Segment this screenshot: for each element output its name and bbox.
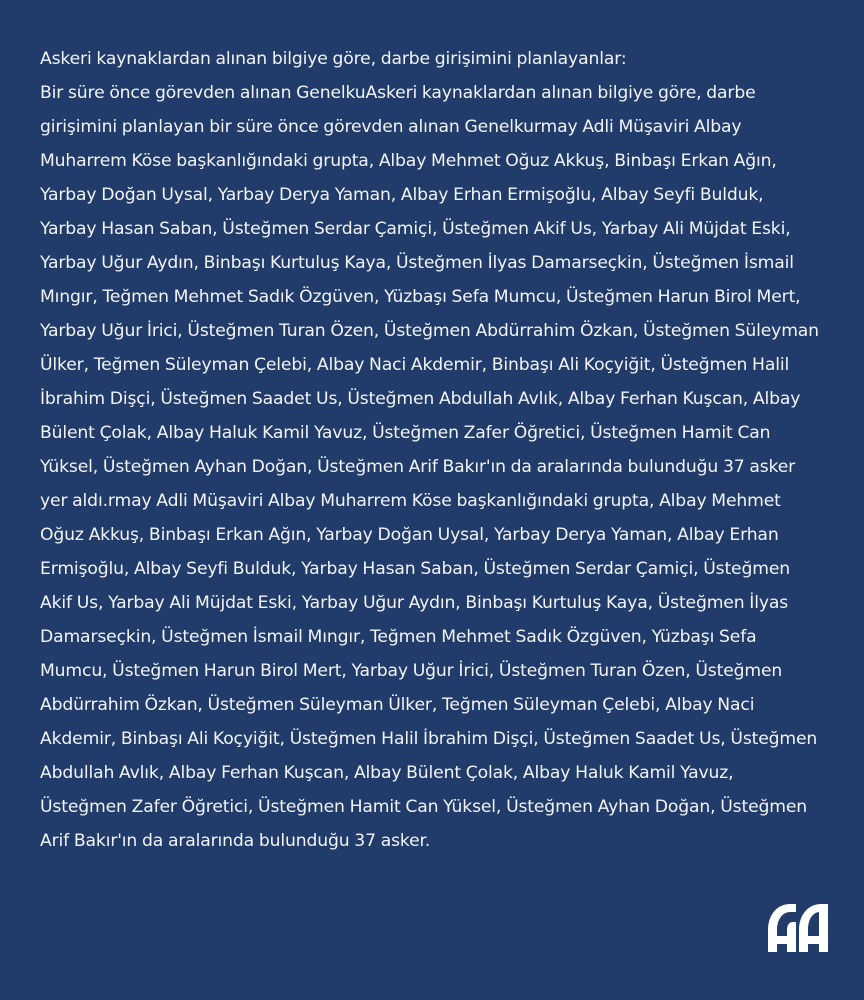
logo-text: AA bbox=[766, 902, 768, 903]
aa-logo-icon bbox=[766, 902, 830, 954]
article-intro: Askeri kaynaklardan alınan bilgiye göre, darbe girişimini planlayanlar: bbox=[40, 49, 627, 69]
article-text bbox=[40, 42, 824, 858]
article-body: Bir süre önce görevden alınan GenelkuAskeri kaynaklardan alınan bilgiye göre, darbe girişimini planlayan bir süre önce görevden alınan Genelkurmay Adli Müşaviri Albay Muharrem Köse başkanlığındaki grupta, Albay Mehmet Oğuz Akkuş, Binbaşı Erkan Ağın, Yarbay Doğan Uysal, Yarbay Derya Yaman, Albay Erhan Ermişoğlu, Albay Seyfi Bulduk, Yarbay Hasan Saban, Üsteğmen Serdar Çamiçi, Üsteğmen Akif Us, Yarbay Ali Müjdat Eski, Yarbay Uğur Aydın, Binbaşı Kurtuluş Kaya, Üsteğmen İlyas Damarseçkin, Üsteğmen İsmail Mıngır, Teğmen Mehmet Sadık Özgüven, Yüzbaşı Sefa Mumcu, Üsteğmen Harun Birol Mert, Yarbay Uğur İrici, Üsteğmen Turan Özen, Üsteğmen Abdürrahim Özkan, Üsteğmen Süleyman Ülker, Teğmen Süleyman Çelebi, Albay Naci Akdemir, Binbaşı Ali Koçyiğit, Üsteğmen Halil İbrahim Dişçi, Üsteğmen Saadet Us, Üsteğmen Abdullah Avlık, Albay Ferhan Kuşcan, Albay Bülent Çolak, Albay Haluk Kamil Yavuz, Üsteğmen Zafer Öğretici, Üsteğmen Hamit Can Yüksel, Üsteğmen Ayhan Doğan, Üsteğmen Arif Bakır'ın da aralarında bulunduğu 37 asker yer aldı.rmay Adli Müşaviri Albay Muharrem Köse başkanlığındaki grupta, Albay Mehmet Oğuz Akkuş, Binbaşı Erkan Ağın, Yarbay Doğan Uysal, Yarbay Derya Yaman, Albay Erhan Ermişoğlu, Albay Seyfi Bulduk, Yarbay Hasan Saban, Üsteğmen Serdar Çamiçi, Üsteğmen Akif Us, Yarbay Ali Müjdat Eski, Yarbay Uğur Aydın, Binbaşı Kurtuluş Kaya, Üsteğmen İlyas Damarseçkin, Üsteğmen İsmail Mıngır, Teğmen Mehmet Sadık Özgüven, Yüzbaşı Sefa Mumcu, Üsteğmen Harun Birol Mert, Yarbay Uğur İrici, Üsteğmen Turan Özen, Üsteğmen Abdürrahim Özkan, Üsteğmen Süleyman Ülker, Teğmen Süleyman Çelebi, Albay Naci Akdemir, Binbaşı Ali Koçyiğit, Üsteğmen Halil İbrahim Dişçi, Üsteğmen Saadet Us, Üsteğmen Abdullah Avlık, Albay Ferhan Kuşcan, Albay Bülent Çolak, Albay Haluk Kamil Yavuz, Üsteğmen Zafer Öğretici, Üsteğmen Hamit Can Yüksel, Üsteğmen Ayhan Doğan, Üsteğmen Arif Bakır'ın da aralarında bulunduğu 37 asker. bbox=[40, 83, 819, 851]
